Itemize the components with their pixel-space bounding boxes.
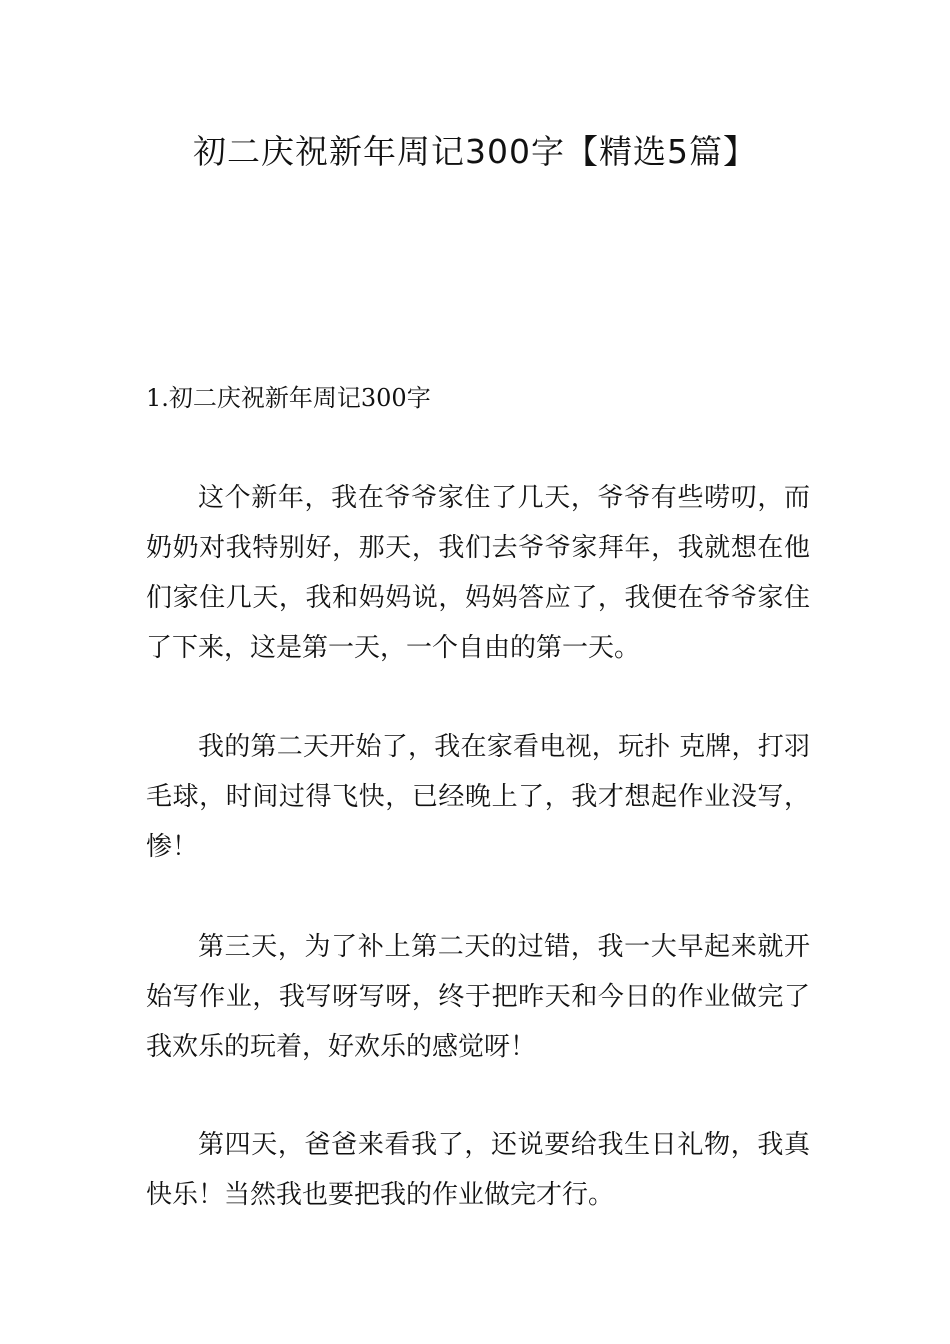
paragraph: 我的第二天开始了，我在家看电视，玩扑 克牌，打羽毛球，时间过得飞快，已经晚上了，我才想起作业没写，惨！ <box>146 732 810 862</box>
paragraph: 这个新年，我在爷爷家住了几天，爷爷有些唠叨，而奶奶对我特别好，那天，我们去爷爷家拜年，我就想在他们家住几天，我和妈妈说，妈妈答应了，我便在爷爷家住了下来，这是第一天，一个自由的第一天。 <box>146 483 810 663</box>
paragraph: 第三天，为了补上第二天的过错，我一大早起来就开始写作业，我写呀写呀，终于把昨天和今日的作业做完了我欢乐的玩着，好欢乐的感觉呀！ <box>146 932 810 1062</box>
paragraph: 第四天，爸爸来看我了，还说要给我生日礼物，我真快乐！当然我也要把我的作业做完才行。 <box>146 1130 810 1210</box>
section-heading: 1.初二庆祝新年周记300字 <box>146 384 431 412</box>
document-title: 初二庆祝新年周记300字【精选5篇】 <box>193 132 757 171</box>
